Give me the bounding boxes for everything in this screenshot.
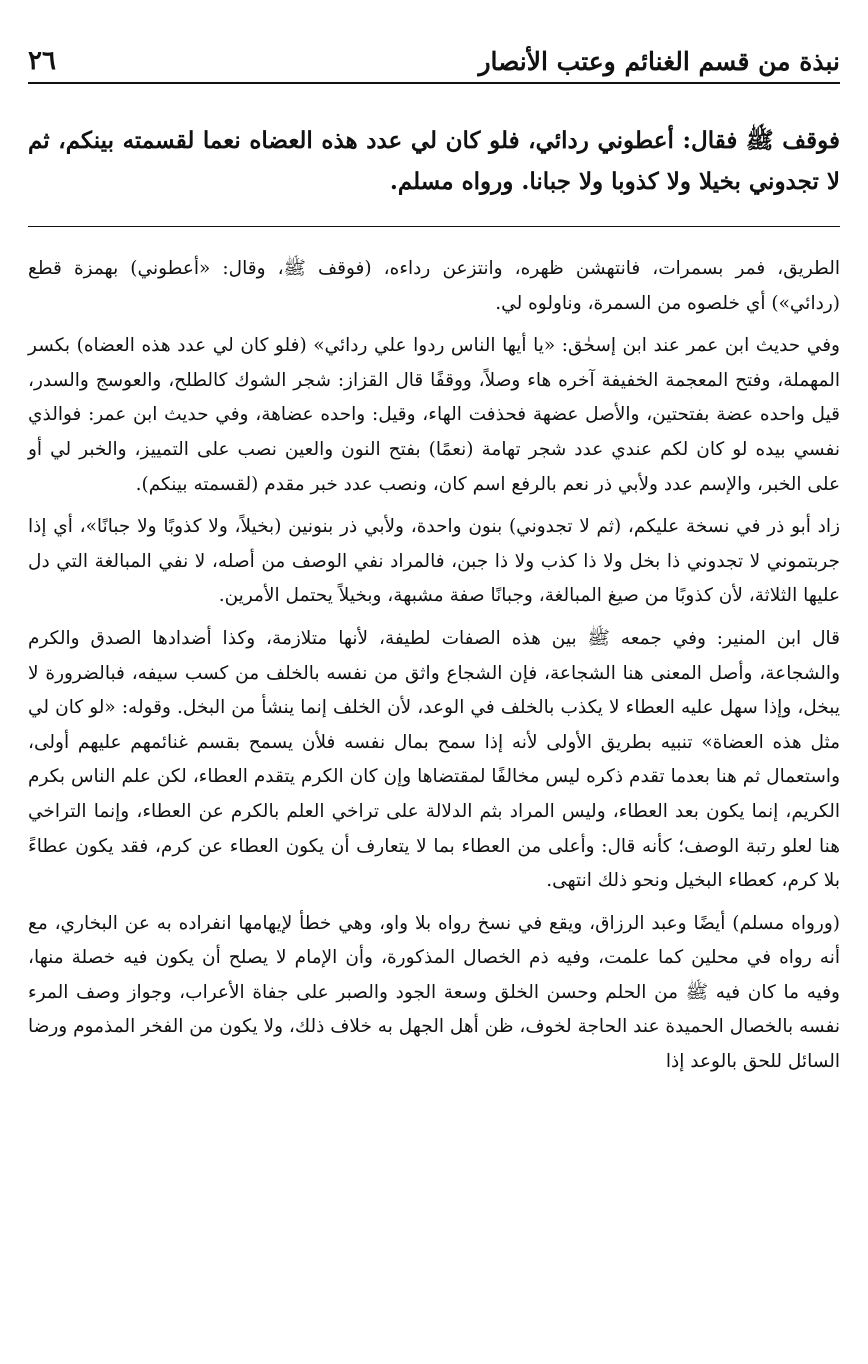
commentary-text	[28, 252, 840, 1088]
hadith-text	[28, 120, 840, 202]
hadith-paragraph: فوقف ﷺ فقال: أعطوني ردائي، فلو كان لي عدد هذه العضاه نعما لقسمته بينكم، ثم لا تجدوني بخيلا ولا كذوبا ولا جبانا. ورواه مسلم.	[28, 127, 840, 195]
commentary-paragraph-1: الطريق، فمر بسمرات، فانتهشن ظهره، وانتزعن رداءه، (فوقف ﷺ، وقال: «أعطوني) بهمزة قطع (ردائي») أي خلصوه من السمرة، وناولوه لي.	[28, 258, 840, 314]
commentary-paragraph-5: (ورواه مسلم) أيضًا وعبد الرزاق، ويقع في نسخ رواه بلا واو، وهي خطأ لإيهامها انفراده به عن البخاري، مع أنه رواه في محلين كما علمت، وفيه ذم الخصال المذكورة، وأن الإمام لا يصلح أن يكون فيه خصلة منها، وفيه ما كان فيه ﷺ من الحلم وحسن الخلق وسعة الجود والصبر على جفاة الأعراب، وجواز وصف المرء نفسه بالخصال الحميدة عند الحاجة لخوف، ظن أهل الجهل به خلاف ذلك، ولا يكون من الفخر المذموم ورضا السائل للحق بالوعد إذا	[28, 912, 840, 1073]
commentary-paragraph-3: زاد أبو ذر في نسخة عليكم، (ثم لا تجدوني) بنون واحدة، ولأبي ذر بنونين (بخيلاً، ولا كذوبًا ولا جبانًا»، أي إذا جربتموني لا تجدوني ذا بخل ولا ذا كذب ولا ذا جبن، فالمراد نفي الوصف من أصله، لا نفي المبالغة التي دل عليها الثلاثة، لأن كذوبًا من صيغ المبالغة، وجبانًا صفة مشبهة، وبخيلاً يحتمل الأمرين.	[28, 516, 840, 607]
page-number: ٢٦	[28, 46, 56, 76]
page-header	[28, 34, 840, 84]
commentary-paragraph-2: وفي حديث ابن عمر عند ابن إسحٰق: «يا أيها الناس ردوا علي ردائي» (فلو كان لي عدد هذه العضاه) بكسر المهملة، وفتح المعجمة الخفيفة آخره هاء وصلاً، ووقفًا قال القزاز: شجر الشوك كالطلح، والعوسج والسدر، قيل واحده عضة بفتحتين، والأصل عضهة فحذفت الهاء، وقيل: واحده عضاهة، وفي حديث ابن عمر: فوالذي نفسي بيده لو كان لكم عندي عدد شجر تهامة (نعمًا) بفتح النون والعين نصب على التمييز، والخبر لي أو على الخبر، والإسم عدد ولأبي ذر نعم بالرفع اسم كان، ونصب عدد خبر مقدم (لقسمته بينكم).	[28, 335, 840, 495]
running-title: نبذة من قسم الغنائم وعتب الأنصار	[478, 47, 840, 76]
separator-line	[28, 226, 840, 227]
commentary-paragraph-4: قال ابن المنير: وفي جمعه ﷺ بين هذه الصفات لطيفة، لأنها متلازمة، وكذا أضدادها الصدق والكرم والشجاعة، وأصل المعنى هنا الشجاعة، فإن الشجاع واثق من نفسه بالخلف من كسب سيفه، فبالضرورة لا يبخل، وإذا سهل عليه العطاء لا يكذب بالخلف في الوعد، لأن الخلف إنما ينشأ من البخل. وقوله: «لو كان لي مثل هذه العضاة» تنبيه بطريق الأولى لأنه إذا سمح بمال نفسه فلأن يسمح بقسم غنائمهم عليهم أولى، واستعمال ثم هنا بعدما تقدم ذكره ليس مخالفًا لمقتضاها وإن كان الكرم يتقدم العطاء، لكن علم الناس بكرم الكريم، إنما يكون بعد العطاء، وليس المراد بثم الدلالة على تراخي العلم بالكرم عن العطاء، وإنما التراخي هنا لعلو رتبة الوصف؛ كأنه قال: وأعلى من العطاء بما لا يتعارف أن يكون العطاء عن كرم، فقد يكون عطاءً بلا كرم، كعطاء البخيل ونحو ذلك انتهى.	[28, 627, 840, 892]
